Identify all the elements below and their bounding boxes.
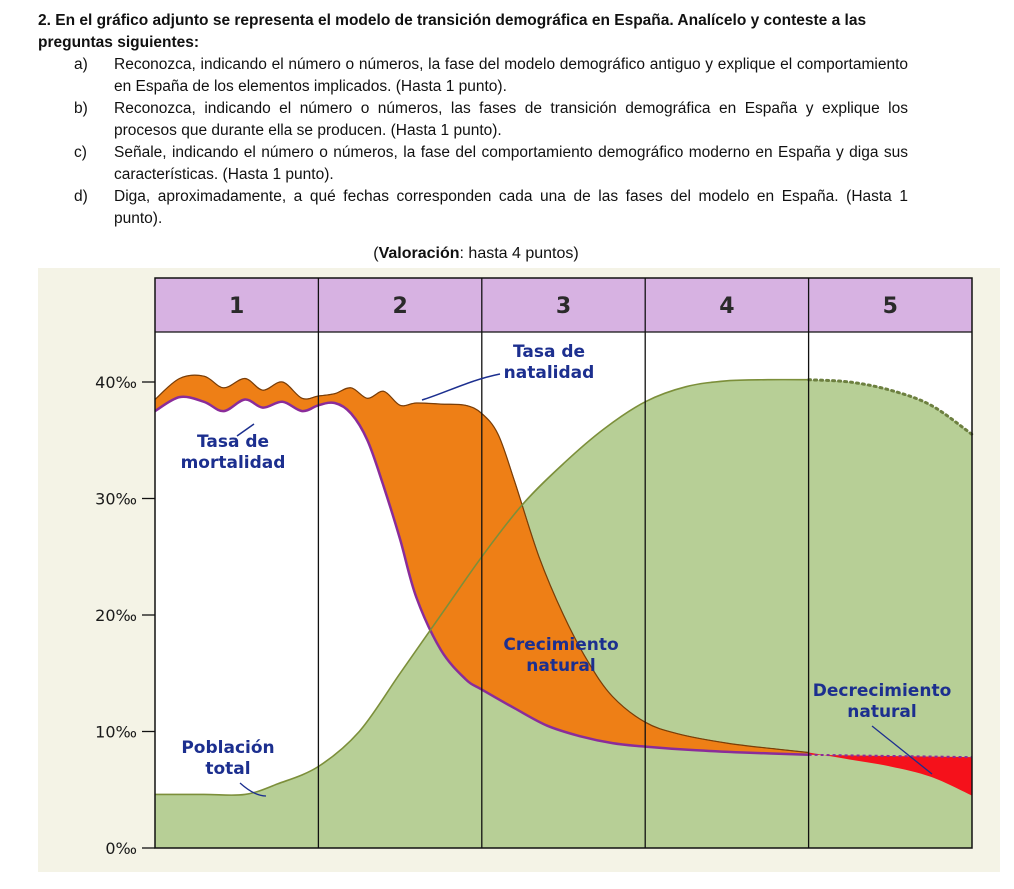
mortality-annotation-line: Tasa de bbox=[196, 432, 270, 452]
phase-label: 4 bbox=[719, 294, 735, 319]
natality-annotation-line: natalidad bbox=[503, 363, 595, 383]
y-tick-label: 20‰ bbox=[95, 606, 137, 625]
decrease-annotation-line: natural bbox=[847, 702, 917, 722]
y-tick-label: 30‰ bbox=[95, 489, 137, 509]
growth-annotation-line: natural bbox=[526, 656, 596, 676]
mortality-annotation-line: mortalidad bbox=[180, 453, 286, 473]
phase-label: 5 bbox=[882, 294, 898, 319]
y-tick-label: 10‰ bbox=[95, 722, 137, 742]
valuation-rest: : hasta 4 puntos) bbox=[459, 245, 579, 262]
item-text: Diga, aproximadamente, a qué fechas corresponden cada una de las fases del modelo en España. (Hasta 1 punto). bbox=[114, 188, 908, 227]
phase-label: 3 bbox=[555, 294, 572, 319]
decrease-annotation-line: Decrecimiento bbox=[812, 681, 952, 701]
phase-label: 2 bbox=[392, 294, 408, 319]
population-annotation-line: Población bbox=[181, 738, 275, 758]
item-letter: d) bbox=[74, 188, 88, 205]
y-tick-label: 0‰ bbox=[105, 839, 137, 858]
phase-label: 1 bbox=[229, 294, 245, 319]
y-tick-label: 40‰ bbox=[95, 373, 137, 392]
item-text: Señale, indicando el número o números, la fase del comportamiento demográfico moderno en España y diga sus características. (Hasta 1 punto). bbox=[114, 144, 908, 183]
population-annotation-line: total bbox=[205, 759, 251, 779]
valuation-bold: Valoración bbox=[378, 245, 460, 262]
question-title: 2. En el gráfico adjunto se representa el modelo de transición demográfica en España. Analícelo y conteste a las preguntas siguientes: bbox=[38, 12, 867, 51]
item-text: Reconozca, indicando el número o números, las fases de transición demográfica en España y explique los procesos que durante ella se producen. (Hasta 1 punto). bbox=[114, 100, 908, 139]
item-text: Reconozca, indicando el número o números, la fase del modelo demográfico antiguo y explique el comportamiento en España de los elementos implicados. (Hasta 1 punto). bbox=[114, 56, 908, 95]
item-letter: b) bbox=[74, 100, 88, 117]
natality-annotation-line: Tasa de bbox=[512, 342, 586, 362]
item-letter: c) bbox=[74, 144, 87, 161]
growth-annotation-line: Crecimiento bbox=[503, 635, 619, 655]
item-letter: a) bbox=[74, 56, 88, 73]
valuation-open: ( bbox=[373, 245, 379, 262]
